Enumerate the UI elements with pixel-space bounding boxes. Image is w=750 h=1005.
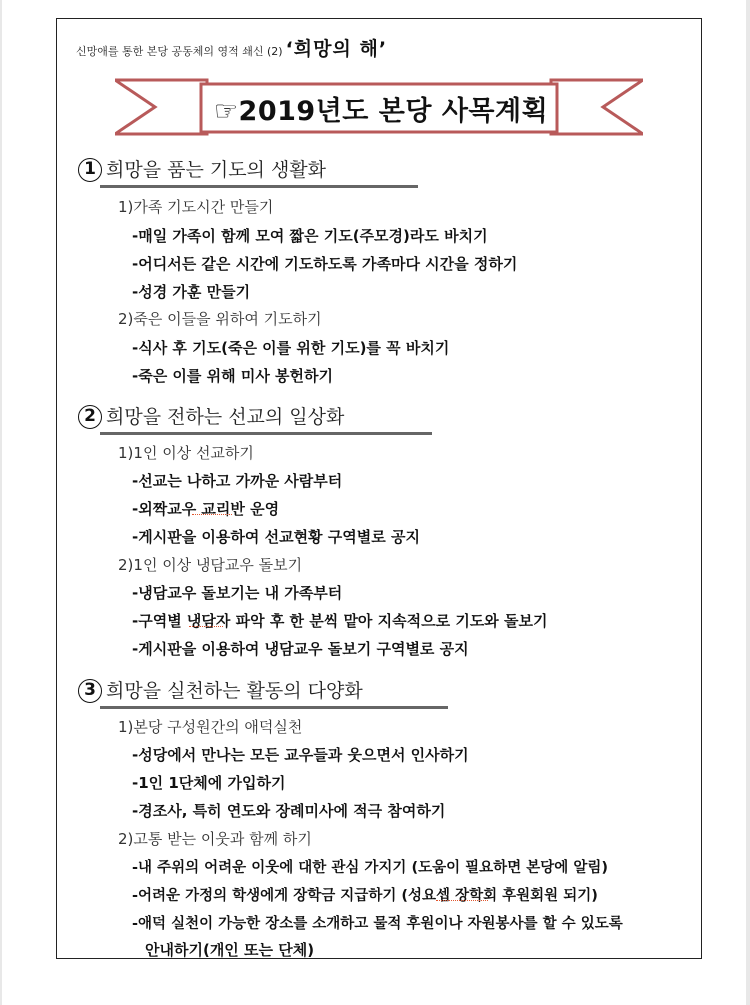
subsection-title: 1)1인 이상 선교하기 xyxy=(118,444,254,462)
banner-title: ☞2019년도 본당 사목계획 xyxy=(213,95,549,127)
list-item: -1인 1단체에 가입하기 xyxy=(132,774,286,792)
section-underline xyxy=(100,432,432,435)
section-title: 희망을 전하는 선교의 일상화 xyxy=(106,406,345,428)
list-item: -게시판을 이용하여 냉담교우 돌보기 구역별로 공지 xyxy=(132,640,469,658)
header-theme: ‘희망의 해’ xyxy=(285,38,388,60)
list-item: -어려운 가정의 학생에게 장학금 지급하기 (성요셉 장학회 후원회원 되기) xyxy=(132,888,598,904)
subsection-title: 1)본당 구성원간의 애덕실천 xyxy=(118,718,303,736)
list-item: -내 주위의 어려운 이웃에 대한 관심 가지기 (도움이 필요하면 본당에 알림) xyxy=(132,860,608,876)
section-title: 희망을 실천하는 활동의 다양화 xyxy=(106,680,363,702)
list-item: -냉담교우 돌보기는 내 가족부터 xyxy=(132,584,343,602)
spellcheck-underline xyxy=(189,623,223,627)
section-number-badge: 2 xyxy=(78,405,102,429)
list-item: -경조사, 특히 연도와 장례미사에 적극 참여하기 xyxy=(132,802,446,820)
list-item: -선교는 나하고 가까운 사람부터 xyxy=(132,472,343,490)
section-number-badge: 3 xyxy=(78,679,102,703)
list-item: -죽은 이를 위해 미사 봉헌하기 xyxy=(132,367,333,385)
subsection-title: 2)죽은 이들을 위하여 기도하기 xyxy=(118,310,322,328)
list-item: -성당에서 만나는 모든 교우들과 웃으면서 인사하기 xyxy=(132,746,469,764)
list-item: -구역별 냉담자 파악 후 한 분씩 맡아 지속적으로 기도와 돌보기 xyxy=(132,612,548,630)
list-item: -외짝교우 교리반 운영 xyxy=(132,500,280,518)
subsection-title: 2)고통 받는 이웃과 함께 하기 xyxy=(118,830,312,848)
header-subtitle: 신망애를 통한 본당 공동체의 영적 쇄신 (2) xyxy=(76,45,283,58)
section-title: 희망을 품는 기도의 생활화 xyxy=(106,159,327,181)
section-underline xyxy=(100,185,418,188)
list-item: -게시판을 이용하여 선교현황 구역별로 공지 xyxy=(132,528,420,546)
list-item: -애덕 실천이 가능한 장소를 소개하고 물적 후원이나 자원봉사를 할 수 있도록 xyxy=(132,916,623,932)
section-number-badge: 1 xyxy=(78,158,102,182)
spellcheck-underline xyxy=(192,511,232,515)
document-header xyxy=(76,34,387,61)
subsection-title: 1)가족 기도시간 만들기 xyxy=(118,198,274,216)
list-item: -식사 후 기도(죽은 이를 위한 기도)를 꼭 바치기 xyxy=(132,339,450,357)
spellcheck-underline xyxy=(436,897,488,901)
list-item-continuation: 안내하기(개인 또는 단체) xyxy=(145,941,315,959)
subsection-title: 2)1인 이상 냉담교우 돌보기 xyxy=(118,556,303,574)
list-item: -어디서든 같은 시간에 기도하도록 가족마다 시간을 정하기 xyxy=(132,255,518,273)
list-item: -매일 가족이 함께 모여 짧은 기도(주모경)라도 바치기 xyxy=(132,227,488,245)
section-underline xyxy=(100,706,448,709)
list-item: -성경 가훈 만들기 xyxy=(132,283,251,301)
